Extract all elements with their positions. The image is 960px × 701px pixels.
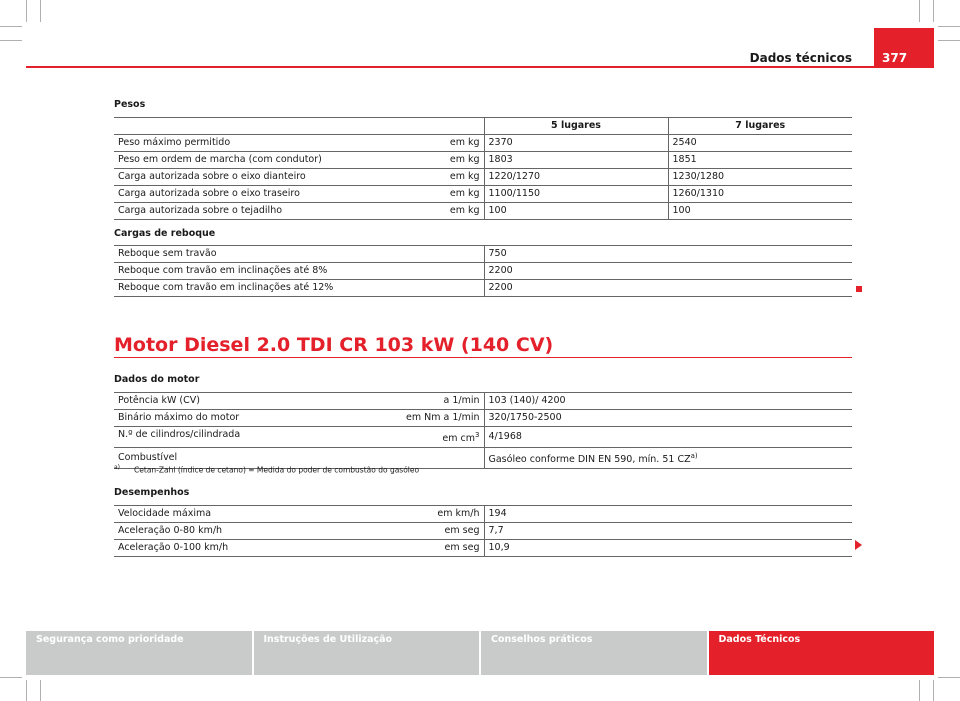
crop-mark: [919, 680, 920, 701]
footnote-reference: a): [690, 452, 698, 461]
table-row: [114, 186, 852, 203]
table-cell: [114, 506, 484, 523]
table-cell: [114, 540, 484, 557]
table-row: [114, 393, 852, 410]
dados-motor-heading: Dados do motor: [114, 374, 200, 385]
table-cell: 1260/1310: [668, 186, 852, 203]
section-end-marker: [856, 286, 862, 292]
crop-mark: [26, 0, 27, 22]
crop-mark: [938, 677, 960, 678]
row-label: Combustível: [118, 452, 178, 464]
continue-arrow-icon: [855, 540, 862, 550]
table-row: [114, 506, 852, 523]
row-label: Carga autorizada sobre o eixo traseiro: [118, 188, 300, 199]
section-title: Dados técnicos: [749, 51, 852, 65]
table-cell: 4/1968: [484, 427, 852, 448]
unit-label: [442, 427, 479, 447]
motor-title-rule: [114, 357, 852, 358]
row-label: N.º de cilindros/cilindrada: [118, 429, 241, 440]
row-label: Carga autorizada sobre o tejadilho: [118, 205, 283, 216]
table-row: [114, 169, 852, 186]
pesos-table: [114, 117, 852, 220]
motor-title: Motor Diesel 2.0 TDI CR 103 kW (140 CV): [114, 334, 554, 356]
table-cell: [114, 523, 484, 540]
tab-seguranca[interactable]: Segurança como prioridade: [26, 631, 252, 675]
table-row: [114, 246, 852, 263]
table-cell: 1220/1270: [484, 169, 668, 186]
cell-value: Gasóleo conforme DIN EN 590, mín. 51 CZ: [488, 454, 691, 466]
table-row: [114, 410, 852, 427]
table-row: [114, 135, 852, 152]
unit-label: em kg: [449, 205, 480, 216]
table-cell: [484, 448, 852, 469]
header-rule: [26, 66, 934, 68]
motor-table: [114, 392, 852, 469]
crop-mark: [40, 680, 41, 701]
desempenhos-heading: Desempenhos: [114, 487, 190, 498]
row-label: Aceleração 0-100 km/h: [118, 542, 229, 553]
tab-dados-tecnicos[interactable]: Dados Técnicos: [709, 631, 935, 675]
table-cell: [114, 393, 484, 410]
unit-superscript: 3: [475, 431, 480, 439]
table-cell: 100: [668, 203, 852, 220]
column-header: 7 lugares: [668, 118, 852, 135]
table-cell: 2370: [484, 135, 668, 152]
row-label: Velocidade máxima: [118, 508, 212, 519]
table-cell: 2200: [484, 263, 852, 280]
table-cell: 7,7: [484, 523, 852, 540]
row-label: Reboque sem travão: [114, 246, 484, 263]
crop-mark: [0, 40, 22, 41]
table-cell: 2540: [668, 135, 852, 152]
table-cell: 10,9: [484, 540, 852, 557]
table-row: [114, 427, 852, 448]
table-cell: [114, 118, 484, 135]
table-row: [114, 523, 852, 540]
table-cell: [114, 169, 484, 186]
desempenhos-table: [114, 505, 852, 557]
tab-conselhos[interactable]: Conselhos práticos: [481, 631, 707, 675]
table-header-row: [114, 118, 852, 135]
table-cell: 194: [484, 506, 852, 523]
crop-mark: [938, 40, 960, 41]
row-label: Binário máximo do motor: [118, 412, 240, 423]
table-cell: 1803: [484, 152, 668, 169]
table-cell: [114, 410, 484, 427]
tab-instrucoes[interactable]: Instruções de Utilização: [254, 631, 480, 675]
table-row: [114, 263, 852, 280]
table-cell: 2200: [484, 280, 852, 297]
row-label: Carga autorizada sobre o eixo dianteiro: [118, 171, 306, 182]
table-cell: [114, 203, 484, 220]
pesos-heading: Pesos: [114, 99, 146, 110]
row-label: Potência kW (CV): [118, 395, 200, 406]
table-cell: [114, 135, 484, 152]
table-row: [114, 203, 852, 220]
unit-label: em kg: [449, 171, 480, 182]
chapter-tabs: [26, 631, 934, 675]
unit-label: em Nm a 1/min: [406, 412, 480, 423]
footnote-mark: a): [114, 464, 121, 471]
crop-mark: [26, 680, 27, 701]
unit-label: em kg: [449, 154, 480, 165]
row-label: Reboque com travão em inclinações até 12%: [114, 280, 484, 297]
table-row: [114, 540, 852, 557]
table-cell: 100: [484, 203, 668, 220]
table-cell: 750: [484, 246, 852, 263]
unit-label: em kg: [449, 188, 480, 199]
crop-mark: [0, 677, 22, 678]
table-cell: 1230/1280: [668, 169, 852, 186]
crop-mark: [40, 0, 41, 22]
unit-label: a 1/min: [443, 395, 480, 406]
table-cell: [114, 152, 484, 169]
table-row: [114, 152, 852, 169]
table-row: [114, 280, 852, 297]
unit-label: em kg: [449, 137, 480, 148]
page-number: 377: [874, 28, 934, 68]
unit-label: em seg: [444, 542, 480, 553]
table-cell: 103 (140)/ 4200: [484, 393, 852, 410]
footnote: [114, 464, 419, 475]
table-cell: 1851: [668, 152, 852, 169]
crop-mark: [938, 26, 960, 27]
crop-mark: [933, 680, 934, 701]
table-cell: 1100/1150: [484, 186, 668, 203]
row-label: Peso em ordem de marcha (com condutor): [118, 154, 322, 165]
unit-text: em cm: [442, 433, 476, 445]
reboque-table: [114, 245, 852, 297]
crop-mark: [933, 0, 934, 22]
unit-label: em seg: [444, 525, 480, 536]
table-cell: [114, 427, 484, 448]
footnote-text: Cetan-Zahl (índice de cetano) = Medida do poder de combustão do gasóleo: [134, 465, 420, 475]
table-cell: 320/1750-2500: [484, 410, 852, 427]
column-header: 5 lugares: [484, 118, 668, 135]
table-cell: [114, 186, 484, 203]
row-label: Aceleração 0-80 km/h: [118, 525, 223, 536]
reboque-heading: Cargas de reboque: [114, 228, 216, 239]
row-label: Reboque com travão em inclinações até 8%: [114, 263, 484, 280]
row-label: Peso máximo permitido: [118, 137, 231, 148]
crop-mark: [919, 0, 920, 22]
unit-label: em km/h: [437, 508, 480, 519]
crop-mark: [0, 26, 22, 27]
